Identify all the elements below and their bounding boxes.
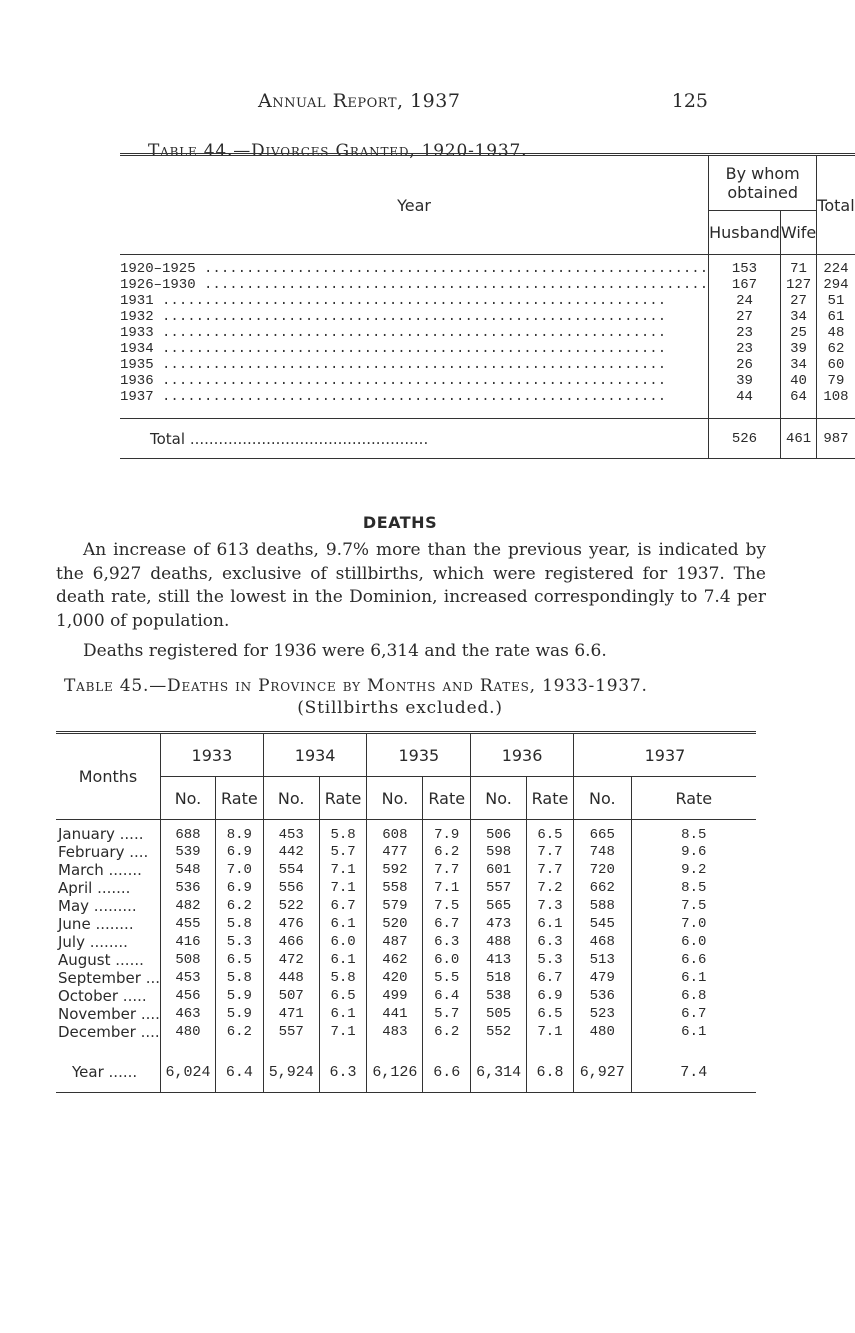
deaths-no-cell: 548 (161, 861, 216, 879)
deaths-no-cell: 558 (367, 879, 423, 897)
deaths-rate-cell: 6.2 (423, 843, 471, 861)
deaths-no-cell: 520 (367, 915, 423, 933)
divorce-row (120, 357, 855, 373)
month-name: July (58, 932, 85, 951)
leader-dots: .... (124, 842, 149, 861)
month-row (56, 820, 756, 843)
total-cell: 51 (817, 293, 855, 309)
year-total-row (56, 1053, 756, 1093)
leader-dots: ... (140, 968, 160, 987)
deaths-rate-cell: 6.1 (319, 1005, 367, 1023)
month-row (56, 897, 756, 915)
husband-header: Husband (709, 211, 781, 255)
month-cell (56, 879, 161, 897)
deaths-rate-cell: 6.2 (215, 897, 263, 915)
year-total-rate: 6.4 (215, 1053, 263, 1093)
deaths-rate-cell: 7.1 (319, 879, 367, 897)
deaths-rate-cell: 6.5 (527, 1005, 574, 1023)
total-cell: 62 (817, 341, 855, 357)
deaths-rate-cell: 5.3 (215, 933, 263, 951)
year-cell (120, 293, 709, 309)
deaths-no-cell: 480 (161, 1023, 216, 1041)
total-label: Total (150, 429, 186, 448)
deaths-text (56, 539, 766, 664)
year-1937-header: 1937 (573, 733, 756, 777)
deaths-no-cell: 482 (161, 897, 216, 915)
husband-total: 526 (709, 419, 781, 459)
total-header: Total (817, 155, 855, 255)
divorce-row (120, 389, 855, 405)
deaths-heading: DEATHS (362, 513, 438, 532)
total-cell: 294 (817, 277, 855, 293)
deaths-no-cell: 608 (367, 820, 423, 843)
deaths-rate-cell: 7.5 (631, 897, 756, 915)
deaths-rate-cell: 7.1 (527, 1023, 574, 1041)
month-cell (56, 1023, 161, 1041)
report-title: Annual Report, 1937 (258, 90, 461, 112)
deaths-rate-cell: 6.7 (631, 1005, 756, 1023)
deaths-no-cell: 462 (367, 951, 423, 969)
total-cell: 79 (817, 373, 855, 389)
grand-total: 987 (817, 419, 855, 459)
deaths-rate-cell: 6.0 (631, 933, 756, 951)
divorce-row (120, 373, 855, 389)
deaths-rate-cell: 6.1 (319, 915, 367, 933)
year-total-rate: 7.4 (631, 1053, 756, 1093)
year-total-no: 6,927 (573, 1053, 631, 1093)
deaths-no-cell: 508 (161, 951, 216, 969)
deaths-no-cell: 507 (263, 987, 319, 1005)
month-name: June (58, 914, 91, 933)
deaths-no-cell: 456 (161, 987, 216, 1005)
total-cell: 224 (817, 255, 855, 277)
deaths-rate-cell: 6.5 (319, 987, 367, 1005)
rate-header: Rate (423, 777, 471, 820)
leader-dots: ............................................................ (153, 356, 667, 373)
year-value: 1926–1930 (120, 276, 196, 293)
year-cell (120, 325, 709, 341)
no-header: No. (263, 777, 319, 820)
leader-dots: ............................................................ (153, 292, 667, 309)
divorce-row (120, 309, 855, 325)
deaths-rate-cell: 5.8 (215, 915, 263, 933)
deaths-no-cell: 523 (573, 1005, 631, 1023)
leader-dots: ....... (103, 860, 142, 879)
table45-label: Table 45. (64, 676, 150, 696)
year-1936-header: 1936 (471, 733, 574, 777)
month-name: April (58, 878, 93, 897)
month-name: September (58, 968, 141, 987)
leader-dots: ............................................................ (195, 276, 709, 293)
deaths-no-cell: 488 (471, 933, 527, 951)
deaths-rate-cell: 5.8 (215, 969, 263, 987)
month-name: May (58, 896, 90, 915)
month-name: February (58, 842, 125, 861)
deaths-rate-cell: 5.8 (319, 820, 367, 843)
divorce-row (120, 277, 855, 293)
wife-cell: 127 (780, 277, 816, 293)
deaths-rate-cell: 6.5 (527, 820, 574, 843)
deaths-rate-cell: 6.6 (631, 951, 756, 969)
leader-dots: ....... (92, 878, 131, 897)
month-name: August (58, 950, 111, 969)
deaths-no-cell: 473 (471, 915, 527, 933)
deaths-no-cell: 588 (573, 897, 631, 915)
deaths-no-cell: 466 (263, 933, 319, 951)
deaths-by-month-table (56, 731, 756, 1093)
month-row (56, 987, 756, 1005)
husband-cell: 27 (709, 309, 781, 325)
year-value: 1937 (120, 388, 154, 405)
deaths-rate-cell: 5.9 (215, 987, 263, 1005)
deaths-rate-cell: 7.2 (527, 879, 574, 897)
deaths-no-cell: 536 (161, 879, 216, 897)
deaths-no-cell: 413 (471, 951, 527, 969)
no-header: No. (367, 777, 423, 820)
wife-cell: 27 (780, 293, 816, 309)
wife-header: Wife (780, 211, 816, 255)
deaths-no-cell: 420 (367, 969, 423, 987)
leader-dots: .... (135, 1022, 160, 1041)
year-total-rate: 6.6 (423, 1053, 471, 1093)
deaths-no-cell: 483 (367, 1023, 423, 1041)
deaths-no-cell: 579 (367, 897, 423, 915)
deaths-rate-cell: 6.7 (319, 897, 367, 915)
deaths-no-cell: 601 (471, 861, 527, 879)
wife-cell: 39 (780, 341, 816, 357)
year-value: 1933 (120, 324, 154, 341)
deaths-no-cell: 592 (367, 861, 423, 879)
deaths-no-cell: 442 (263, 843, 319, 861)
wife-total: 461 (780, 419, 816, 459)
deaths-rate-cell: 7.9 (423, 820, 471, 843)
deaths-no-cell: 471 (263, 1005, 319, 1023)
deaths-rate-cell: 6.1 (527, 915, 574, 933)
total-cell: 61 (817, 309, 855, 325)
deaths-no-cell: 477 (367, 843, 423, 861)
year-value: 1932 (120, 308, 154, 325)
deaths-no-cell: 665 (573, 820, 631, 843)
wife-cell: 34 (780, 309, 816, 325)
deaths-rate-cell: 7.5 (423, 897, 471, 915)
deaths-rate-cell: 5.8 (319, 969, 367, 987)
deaths-no-cell: 518 (471, 969, 527, 987)
wife-cell: 25 (780, 325, 816, 341)
total-cell: 60 (817, 357, 855, 373)
leader-dots: ..... (118, 986, 147, 1005)
year-total-no: 6,314 (471, 1053, 527, 1093)
deaths-rate-cell: 6.0 (319, 933, 367, 951)
deaths-no-cell: 416 (161, 933, 216, 951)
year-value: 1936 (120, 372, 154, 389)
year-cell (120, 357, 709, 373)
year-value: 1920–1925 (120, 260, 196, 277)
year-total-no: 5,924 (263, 1053, 319, 1093)
year-total-rate: 6.3 (319, 1053, 367, 1093)
month-name: January (58, 824, 115, 843)
wife-cell: 71 (780, 255, 816, 277)
leader-dots: ...... (103, 1063, 138, 1082)
month-name: December (58, 1022, 136, 1041)
year-value: 1935 (120, 356, 154, 373)
year-label: Year (72, 1063, 104, 1082)
month-row (56, 843, 756, 861)
deaths-rate-cell: 6.2 (215, 1023, 263, 1041)
deaths-rate-cell: 6.5 (215, 951, 263, 969)
deaths-no-cell: 539 (161, 843, 216, 861)
year-total-rate: 6.8 (527, 1053, 574, 1093)
month-row (56, 933, 756, 951)
husband-cell: 24 (709, 293, 781, 309)
rate-header: Rate (319, 777, 367, 820)
month-cell (56, 951, 161, 969)
deaths-no-cell: 453 (263, 820, 319, 843)
deaths-rate-cell: 8.9 (215, 820, 263, 843)
husband-cell: 44 (709, 389, 781, 405)
month-row (56, 861, 756, 879)
deaths-no-cell: 505 (471, 1005, 527, 1023)
wife-cell: 34 (780, 357, 816, 373)
deaths-no-cell: 565 (471, 897, 527, 915)
year-label-cell (56, 1053, 161, 1093)
deaths-rate-cell: 6.3 (527, 933, 574, 951)
deaths-rate-cell: 9.6 (631, 843, 756, 861)
deaths-rate-cell: 6.7 (527, 969, 574, 987)
deaths-no-cell: 720 (573, 861, 631, 879)
month-cell (56, 1005, 161, 1023)
deaths-rate-cell: 6.1 (319, 951, 367, 969)
deaths-no-cell: 455 (161, 915, 216, 933)
wife-cell: 64 (780, 389, 816, 405)
deaths-no-cell: 472 (263, 951, 319, 969)
deaths-rate-cell: 5.5 (423, 969, 471, 987)
month-cell (56, 915, 161, 933)
leader-dots: ........ (84, 932, 128, 951)
leader-dots: ........ (90, 914, 134, 933)
deaths-rate-cell: 6.8 (631, 987, 756, 1005)
deaths-no-cell: 448 (263, 969, 319, 987)
by-whom-header: By whom obtained (709, 155, 817, 211)
no-header: No. (573, 777, 631, 820)
deaths-no-cell: 662 (573, 879, 631, 897)
table45-title: Deaths in Province by Months and Rates, 1933-1937. (167, 676, 648, 696)
deaths-no-cell: 554 (263, 861, 319, 879)
deaths-rate-cell: 6.1 (631, 969, 756, 987)
deaths-rate-cell: 6.1 (631, 1023, 756, 1041)
year-cell (120, 309, 709, 325)
deaths-no-cell: 468 (573, 933, 631, 951)
deaths-no-cell: 545 (573, 915, 631, 933)
deaths-no-cell: 479 (573, 969, 631, 987)
deaths-rate-cell: 5.7 (319, 843, 367, 861)
deaths-no-cell: 487 (367, 933, 423, 951)
deaths-rate-cell: 6.7 (423, 915, 471, 933)
deaths-rate-cell: 7.7 (527, 861, 574, 879)
month-cell (56, 843, 161, 861)
husband-cell: 167 (709, 277, 781, 293)
month-row (56, 969, 756, 987)
year-cell (120, 277, 709, 293)
no-header: No. (161, 777, 216, 820)
deaths-no-cell: 557 (263, 1023, 319, 1041)
year-cell (120, 389, 709, 405)
month-cell (56, 969, 161, 987)
month-cell (56, 987, 161, 1005)
months-header: Months (78, 767, 138, 786)
deaths-no-cell: 598 (471, 843, 527, 861)
year-cell (120, 255, 709, 277)
divorce-row (120, 341, 855, 357)
month-cell (56, 861, 161, 879)
deaths-no-cell: 506 (471, 820, 527, 843)
year-1933-header: 1933 (161, 733, 264, 777)
total-cell: 48 (817, 325, 855, 341)
table44-caption: Table 44.—Divorces Granted, 1920-1937. (148, 141, 528, 161)
husband-cell: 153 (709, 255, 781, 277)
month-row (56, 1023, 756, 1041)
divorce-row (120, 293, 855, 309)
leader-dots: ...... (110, 950, 144, 969)
leader-dots: ............................................................ (195, 260, 709, 277)
deaths-paragraph-1: An increase of 613 deaths, 9.7% more than the previous year, is indicated by the 6,927 deaths, exclusive of stillbirths, which were registered for 1937. The death rate, still the lowest in the Dominion, increased correspondingly to 7.4 per 1,000 of population. (56, 540, 766, 631)
year-value: 1931 (120, 292, 154, 309)
deaths-rate-cell: 7.1 (319, 1023, 367, 1041)
page-number: 125 (671, 90, 708, 112)
no-header: No. (471, 777, 527, 820)
leader-dots: ............................................................ (153, 372, 667, 389)
deaths-rate-cell: 6.9 (215, 843, 263, 861)
deaths-rate-cell: 6.0 (423, 951, 471, 969)
deaths-rate-cell: 7.0 (631, 915, 756, 933)
deaths-rate-cell: 7.1 (423, 879, 471, 897)
deaths-rate-cell: 8.5 (631, 820, 756, 843)
deaths-rate-cell: 6.3 (423, 933, 471, 951)
month-row (56, 951, 756, 969)
deaths-no-cell: 441 (367, 1005, 423, 1023)
deaths-rate-cell: 7.3 (527, 897, 574, 915)
divorce-row (120, 325, 855, 341)
leader-dots: ............................................................ (153, 324, 667, 341)
leader-dots: ......... (89, 896, 137, 915)
deaths-no-cell: 463 (161, 1005, 216, 1023)
table45-subcaption: (Stillbirths excluded.) (297, 698, 503, 718)
table44-title: Divorces Granted, 1920-1937. (251, 141, 528, 161)
divorce-row (120, 255, 855, 277)
leader-dots: ............................................................ (153, 340, 667, 357)
month-name: October (58, 986, 119, 1005)
deaths-no-cell: 688 (161, 820, 216, 843)
deaths-rate-cell: 6.9 (215, 879, 263, 897)
deaths-no-cell: 538 (471, 987, 527, 1005)
deaths-rate-cell: 5.3 (527, 951, 574, 969)
deaths-rate-cell: 7.0 (215, 861, 263, 879)
husband-cell: 39 (709, 373, 781, 389)
deaths-paragraph-2: Deaths registered for 1936 were 6,314 and the rate was 6.6. (83, 641, 607, 661)
total-cell: 108 (817, 389, 855, 405)
rate-header: Rate (215, 777, 263, 820)
deaths-rate-cell: 7.7 (423, 861, 471, 879)
deaths-no-cell: 476 (263, 915, 319, 933)
leader-dots: ............................................................ (153, 308, 667, 325)
year-total-no: 6,024 (161, 1053, 216, 1093)
deaths-rate-cell: 7.1 (319, 861, 367, 879)
total-label-cell (120, 419, 709, 459)
deaths-no-cell: 557 (471, 879, 527, 897)
deaths-rate-cell: 7.7 (527, 843, 574, 861)
month-name: November (58, 1004, 137, 1023)
divorce-total-row (120, 419, 855, 459)
deaths-rate-cell: 5.9 (215, 1005, 263, 1023)
deaths-no-cell: 522 (263, 897, 319, 915)
month-cell (56, 933, 161, 951)
husband-cell: 23 (709, 341, 781, 357)
deaths-no-cell: 552 (471, 1023, 527, 1041)
deaths-rate-cell: 8.5 (631, 879, 756, 897)
table44-label: Table 44. (148, 141, 234, 161)
deaths-rate-cell: 5.7 (423, 1005, 471, 1023)
rate-header: Rate (527, 777, 574, 820)
deaths-no-cell: 453 (161, 969, 216, 987)
year-total-no: 6,126 (367, 1053, 423, 1093)
husband-cell: 26 (709, 357, 781, 373)
year-1934-header: 1934 (263, 733, 367, 777)
deaths-no-cell: 748 (573, 843, 631, 861)
deaths-no-cell: 536 (573, 987, 631, 1005)
wife-cell: 40 (780, 373, 816, 389)
month-row (56, 1005, 756, 1023)
leader-dots: .................................................. (185, 429, 429, 448)
deaths-no-cell: 556 (263, 879, 319, 897)
month-cell (56, 897, 161, 915)
month-cell (56, 820, 161, 843)
husband-cell: 23 (709, 325, 781, 341)
rate-header: Rate (631, 777, 756, 820)
year-header: Year (397, 195, 431, 215)
month-name: March (58, 860, 104, 879)
deaths-rate-cell: 6.9 (527, 987, 574, 1005)
deaths-rate-cell: 6.4 (423, 987, 471, 1005)
leader-dots: ..... (114, 824, 144, 843)
deaths-rate-cell: 6.2 (423, 1023, 471, 1041)
year-cell (120, 341, 709, 357)
month-row (56, 879, 756, 897)
year-cell (120, 373, 709, 389)
month-row (56, 915, 756, 933)
leader-dots: .... (136, 1004, 160, 1023)
divorces-table (120, 153, 855, 459)
deaths-no-cell: 499 (367, 987, 423, 1005)
year-1935-header: 1935 (367, 733, 471, 777)
deaths-no-cell: 513 (573, 951, 631, 969)
table45-caption: Table 45.—Deaths in Province by Months and Rates, 1933-1937. (64, 676, 648, 696)
deaths-no-cell: 480 (573, 1023, 631, 1041)
year-value: 1934 (120, 340, 154, 357)
leader-dots: ............................................................ (153, 388, 667, 405)
deaths-rate-cell: 9.2 (631, 861, 756, 879)
